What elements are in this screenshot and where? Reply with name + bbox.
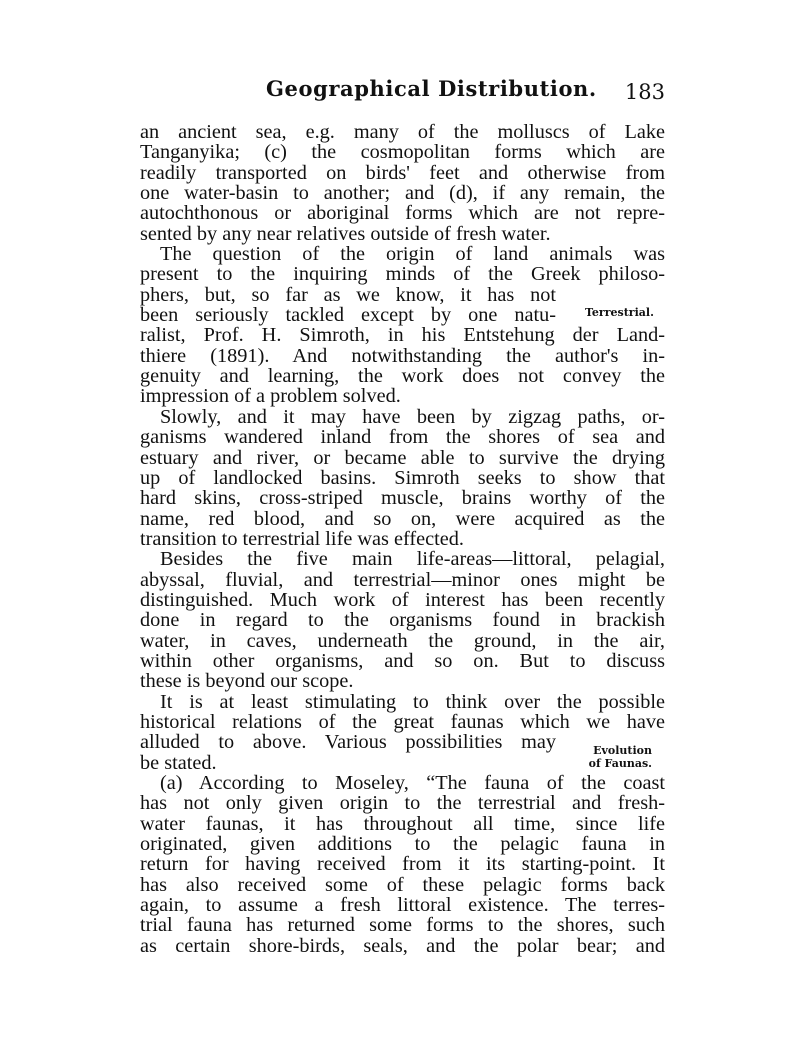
text-line: present to the inquiring minds of the Greek philoso- xyxy=(140,263,665,286)
text-line: genuity and learning, the work does not convey the xyxy=(140,365,665,388)
sidenote-text: Evolution xyxy=(593,744,652,757)
text-line: originated, given additions to the pelagic fauna in xyxy=(140,833,665,856)
text-line: these is beyond our scope. xyxy=(140,670,354,693)
sidenote-terrestrial xyxy=(585,306,654,319)
page-number: 183 xyxy=(624,80,665,104)
text-line: The question of the origin of land animals was xyxy=(160,243,665,266)
text-line: distinguished. Much work of interest has been recently xyxy=(140,588,665,611)
text-line: been seriously tackled except by one natu- xyxy=(140,304,556,327)
text-line: impression of a problem solved. xyxy=(140,385,401,408)
text-line: water faunas, it has throughout all time, since life xyxy=(140,812,665,835)
text-line: ralist, Prof. H. Simroth, in his Entstehung der Land- xyxy=(140,324,665,347)
text-line: abyssal, fluvial, and terrestrial—minor ones might be xyxy=(140,568,665,591)
text-line: as certain shore-birds, seals, and the polar bear; and xyxy=(140,934,665,957)
text-line: It is at least stimulating to think over the possible xyxy=(160,690,665,713)
sidenote-text: of Faunas. xyxy=(588,757,652,770)
text-line: Tanganyika; (c) the cosmopolitan forms which are xyxy=(140,141,665,164)
sidenote-evolution-of-faunas xyxy=(581,744,652,770)
text-line: again, to assume a fresh littoral existence. The terres- xyxy=(140,894,665,917)
text-line: water, in caves, underneath the ground, in the air, xyxy=(140,629,665,652)
text-line: estuary and river, or became able to survive the drying xyxy=(140,446,665,469)
text-line: thiere (1891). And notwithstanding the author's in- xyxy=(140,344,665,367)
text-line: done in regard to the organisms found in brackish xyxy=(140,609,665,632)
text-line: hard skins, cross-striped muscle, brains worthy of the xyxy=(140,487,665,510)
text-line: one water-basin to another; and (d), if any remain, the xyxy=(140,182,665,205)
text-line: trial fauna has returned some forms to the shores, such xyxy=(140,914,665,937)
running-title: Geographical Distribution. xyxy=(266,76,597,101)
text-line: ganisms wandered inland from the shores of sea and xyxy=(140,426,665,449)
text-line: autochthonous or aboriginal forms which are not repre- xyxy=(140,202,665,225)
body-text xyxy=(140,122,665,956)
text-line: be stated. xyxy=(140,751,217,774)
text-line: up of landlocked basins. Simroth seeks to show that xyxy=(140,466,665,489)
text-line: readily transported on birds' feet and otherwise from xyxy=(140,161,665,184)
text-line: has also received some of these pelagic forms back xyxy=(140,873,665,896)
sidenote-text: Terrestrial. xyxy=(585,306,654,319)
text-line: an ancient sea, e.g. many of the molluscs of Lake xyxy=(140,121,665,143)
text-line: name, red blood, and so on, were acquired as the xyxy=(140,507,665,530)
text-line: transition to terrestrial life was effected. xyxy=(140,527,464,550)
text-line: sented by any near relatives outside of fresh water. xyxy=(140,222,551,245)
text-line: within other organisms, and so on. But to discuss xyxy=(140,649,665,672)
text-line: historical relations of the great faunas which we have xyxy=(140,710,665,733)
page-header xyxy=(140,76,665,112)
text-line: return for having received from it its starting-point. It xyxy=(140,853,665,876)
text-line: alluded to above. Various possibilities may xyxy=(140,731,556,754)
text-line: has not only given origin to the terrestrial and fresh- xyxy=(140,792,665,815)
text-line: Besides the five main life-areas—littoral, pelagial, xyxy=(160,548,665,571)
text-line: phers, but, so far as we know, it has not xyxy=(140,283,556,306)
text-line: (a) According to Moseley, “The fauna of the coast xyxy=(160,772,665,794)
text-line: Slowly, and it may have been by zigzag paths, or- xyxy=(160,405,665,428)
